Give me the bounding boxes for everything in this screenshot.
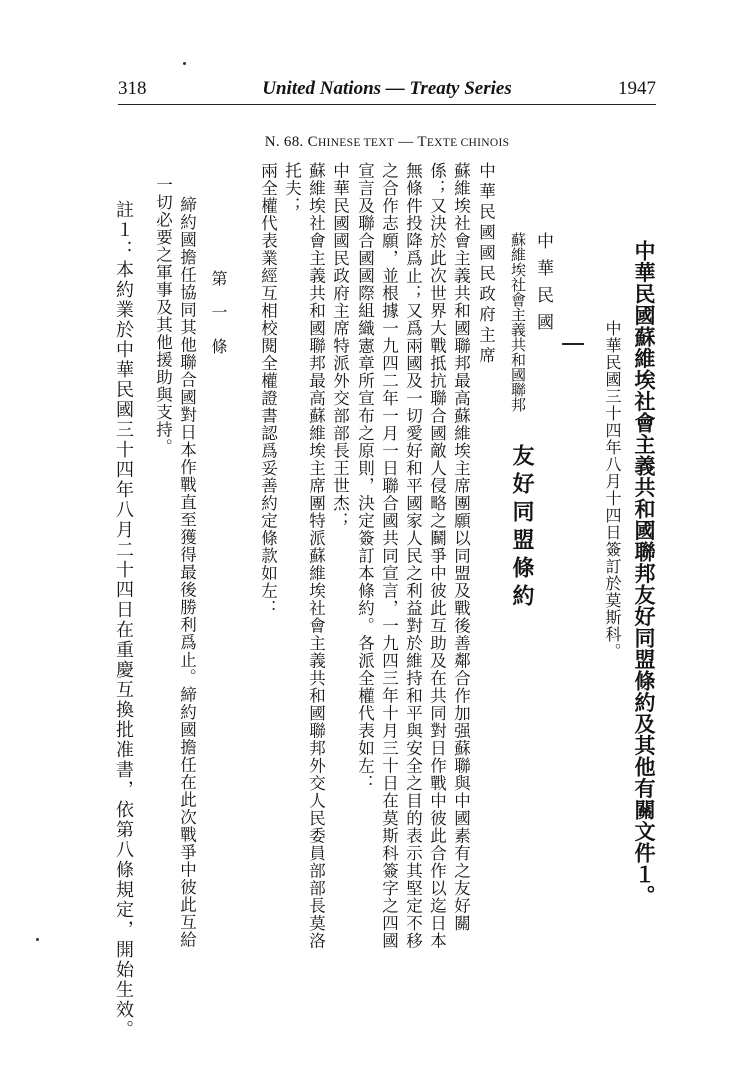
part-marker-one (562, 343, 584, 345)
label-separator: — (398, 134, 414, 150)
article-one-title: 第一條 (209, 270, 228, 372)
treaty-name: 友好同盟條約 (509, 444, 534, 612)
preamble-line-5: 之合作志願，並根據一九四二年一月一日聯合國共同宣言，一九四三年十月三十日在莫斯科簽字之四國 (379, 162, 399, 950)
text-language-heading (118, 134, 656, 151)
chinese-text-label-rest: HINESE TEXT (317, 137, 395, 149)
treaty-number: N. 68. (264, 134, 304, 150)
scan-speck (183, 62, 186, 65)
plenipotentiary-ussr-cont: 托夫； (282, 162, 302, 215)
party-ussr: 蘇維埃社會主義共和國聯邦 (509, 232, 527, 412)
chinese-text-label-lead: C (307, 134, 318, 150)
preamble-line-1: 中華民國國民政府主席 (476, 162, 496, 367)
series-title: United Nations — Treaty Series (262, 78, 512, 99)
preamble-line-6: 宣言及聯合國國際組織憲章所宣布之原則，決定簽訂本條約。各派全權代表如左： (355, 162, 375, 792)
plenipotentiary-china: 中華民國國民政府主席特派外交部部長王世杰； (330, 162, 350, 530)
preamble-line-3: 係；又決於此次世界大戰抵抗聯合國敵人侵略之鬭爭中彼此互助及在共同對日作戰中彼此合作以迄日本 (427, 162, 447, 950)
plenipotentiary-ussr: 蘇維埃社會主義共和國聯邦最高蘇維埃主席團特派蘇維埃社會主義共和國聯邦外交人民委員部部長莫洛 (306, 162, 326, 950)
document-main-title: 中華民國蘇維埃社會主義共和國聯邦友好同盟條約及其他有關文件１。 (632, 240, 656, 907)
running-header (118, 78, 656, 102)
article-one-line-1: 締約國擔任協同其他聯合國對日本作戰直至獲得最後勝利爲止。締約國擔任在此次戰爭中彼此互給 (177, 196, 197, 949)
signing-date-line: 中華民國三十四年八月十四日簽訂於莫斯科。 (603, 320, 622, 660)
page-number: 318 (118, 78, 147, 99)
header-rule (118, 104, 656, 105)
preamble-line-2: 蘇維埃社會主義共和國聯邦最高蘇維埃主席團願以同盟及戰後善鄰合作加强蘇聯與中國素有之友好關 (451, 162, 471, 932)
article-one-line-2: 一切必要之軍事及其他援助與支持。 (153, 176, 173, 456)
preamble-line-4: 無條件投降爲止；又爲兩國及一切愛好和平國家人民之利益對於維持和平與安全之目的表示其堅定不移 (403, 162, 423, 950)
credentials-line: 兩全權代表業經互相校閱全權證書認爲妥善約定條款如左： (258, 162, 278, 617)
party-republic-of-china: 中華民國 (533, 232, 553, 340)
scan-speck (36, 938, 39, 941)
texte-chinois-label-lead: T (417, 134, 427, 150)
header-year: 1947 (618, 78, 656, 99)
texte-chinois-label-rest: EXTE CHINOIS (426, 137, 510, 149)
footnote: 註１：本約業於中華民國三十四年八月二十四日在重慶互換批准書，依第八條規定，開始生效。 (113, 200, 134, 1040)
